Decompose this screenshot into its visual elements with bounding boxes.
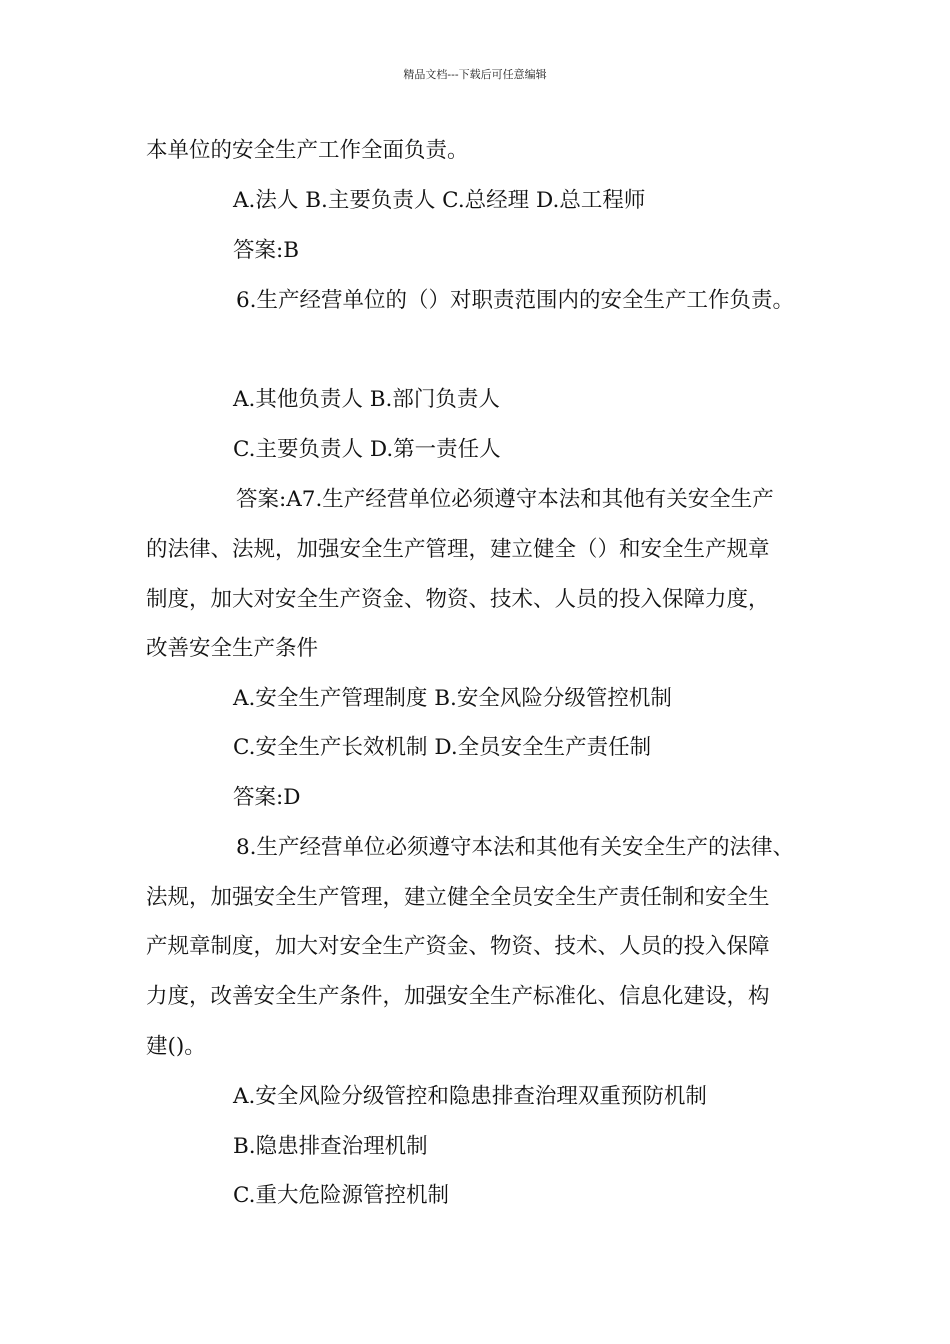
option-line: C.重大危险源管控机制 — [233, 1183, 450, 1208]
option-line: A.安全生产管理制度 B.安全风险分级管控机制 — [233, 686, 672, 711]
text-line: 力度，改善安全生产条件，加强安全生产标准化、信息化建设，构 — [146, 984, 770, 1009]
answer-line: 答案:B — [233, 238, 300, 263]
text-line: 法规，加强安全生产管理，建立健全全员安全生产责任制和安全生 — [146, 885, 770, 910]
text-line: 的法律、法规，加强安全生产管理，建立健全（）和安全生产规章 — [146, 537, 770, 562]
option-line: A.法人 B.主要负责人 C.总经理 D.总工程师 — [233, 188, 646, 213]
text-line: 建()。 — [146, 1034, 206, 1059]
text-line: 产规章制度，加大对安全生产资金、物资、技术、人员的投入保障 — [146, 934, 770, 959]
option-line: A.安全风险分级管控和隐患排查治理双重预防机制 — [233, 1084, 707, 1109]
text-line: 制度，加大对安全生产资金、物资、技术、人员的投入保障力度， — [146, 587, 770, 612]
option-line: B.隐患排查治理机制 — [233, 1134, 428, 1159]
answer-line: 答案:A7.生产经营单位必须遵守本法和其他有关安全生产 — [236, 487, 774, 512]
option-line: C.安全生产长效机制 D.全员安全生产责任制 — [233, 735, 652, 760]
answer-line: 答案:D — [233, 785, 301, 810]
option-line: C.主要负责人 D.第一责任人 — [233, 437, 501, 462]
question-line: 8.生产经营单位必须遵守本法和其他有关安全生产的法律、 — [236, 835, 795, 860]
text-line: 改善安全生产条件 — [146, 636, 319, 661]
text-line: 本单位的安全生产工作全面负责。 — [146, 138, 469, 163]
question-line: 6.生产经营单位的（）对职责范围内的安全生产工作负责。 — [236, 288, 795, 313]
option-line: A.其他负责人 B.部门负责人 — [233, 387, 500, 412]
page-header: 精品文档---下载后可任意编辑 — [403, 68, 547, 81]
